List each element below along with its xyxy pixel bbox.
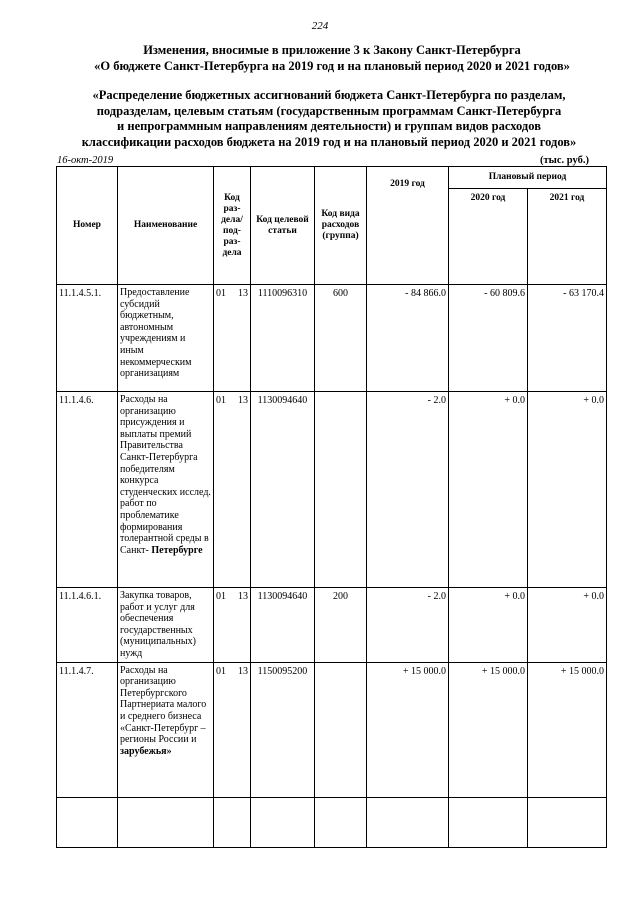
header-2019: 2019 год	[367, 167, 449, 285]
row-target-code: 1130094640	[251, 588, 315, 663]
row-name	[118, 662, 214, 797]
appendix-title-line: классификации расходов бюджета на 2019 год и на плановый период 2020 и 2021 годов»	[81, 134, 577, 149]
header-section: Код раз- дела/ под- раз- дела	[214, 167, 251, 285]
subsection-code: 13	[238, 288, 248, 299]
header-2021: 2021 год	[528, 189, 607, 285]
header-2020: 2020 год	[449, 189, 528, 285]
empty-cell	[251, 797, 315, 847]
empty-cell	[57, 797, 118, 847]
section-code: 01	[216, 288, 226, 299]
row-2019: + 15 000.0	[367, 662, 449, 797]
budget-table	[56, 166, 607, 848]
row-section-code	[214, 588, 251, 663]
row-name-text-bold: зарубежья»	[120, 745, 172, 757]
table-row	[57, 662, 607, 797]
header-expense-type: Код вида расходов (группа)	[315, 167, 367, 285]
table-row	[57, 392, 607, 588]
row-2021: + 0.0	[528, 588, 607, 663]
row-name: Предоставление субсидий бюджетным, автономным учреждениям и иным некоммерческим организациям	[118, 285, 214, 392]
row-2019: - 84 866.0	[367, 285, 449, 392]
row-2019: - 2.0	[367, 588, 449, 663]
subsection-code: 13	[238, 591, 248, 602]
row-name-text: Расходы на организацию присуждения и выплаты премий Правительства Санкт-Петербурга победителям конкурса студенческих исслед. работ по проблематике формирования толерантной среды в Санкт-	[120, 394, 211, 556]
row-2021: + 15 000.0	[528, 662, 607, 797]
row-name	[118, 392, 214, 588]
title-line: Изменения, вносимые в приложение 3 к Закону Санкт-Петербурга	[143, 43, 521, 57]
row-2020: + 0.0	[449, 588, 528, 663]
row-expense-type	[315, 392, 367, 588]
row-number: 11.1.4.6.	[57, 392, 118, 588]
row-section-code	[214, 285, 251, 392]
row-expense-type	[315, 662, 367, 797]
table-row-empty	[57, 797, 607, 847]
row-2020: + 0.0	[449, 392, 528, 588]
row-name-text-bold: Петербурге	[151, 544, 203, 556]
section-code: 01	[216, 395, 226, 406]
appendix-title-line: «Распределение бюджетных ассигнований бюджета Санкт-Петербурга по разделам,	[92, 88, 566, 102]
row-section-code	[214, 392, 251, 588]
row-2020: - 60 809.6	[449, 285, 528, 392]
section-code: 01	[216, 591, 226, 602]
row-number: 11.1.4.5.1.	[57, 285, 118, 392]
header-planned-period: Плановый период	[449, 167, 607, 189]
title-line: «О бюджете Санкт-Петербурга на 2019 год и на плановый период 2020 и 2021 годов»	[94, 58, 570, 73]
header-number: Номер	[57, 167, 118, 285]
empty-cell	[118, 797, 214, 847]
row-2020: + 15 000.0	[449, 662, 528, 797]
header-target: Код целевой статьи	[251, 167, 315, 285]
row-2019: - 2.0	[367, 392, 449, 588]
units-label: (тыс. руб.)	[540, 155, 589, 166]
header-name: Наименование	[118, 167, 214, 285]
appendix-title	[44, 88, 614, 150]
appendix-title-line: и непрограммным направлениям деятельности) и группам видов расходов	[117, 119, 541, 133]
appendix-title-line: подразделам, целевым статьям (государственным программам Санкт-Петербурга	[96, 103, 562, 118]
row-number: 11.1.4.7.	[57, 662, 118, 797]
empty-cell	[315, 797, 367, 847]
row-2021: + 0.0	[528, 392, 607, 588]
section-code: 01	[216, 665, 226, 677]
row-2021: - 63 170.4	[528, 285, 607, 392]
empty-cell	[449, 797, 528, 847]
row-name: Закупка товаров, работ и услуг для обеспечения государственных (муниципальных) нужд	[118, 588, 214, 663]
table-row	[57, 588, 607, 663]
row-target-code: 1110096310	[251, 285, 315, 392]
row-target-code: 1130094640	[251, 392, 315, 588]
document-title	[40, 43, 624, 74]
empty-cell	[214, 797, 251, 847]
empty-cell	[367, 797, 449, 847]
row-expense-type: 600	[315, 285, 367, 392]
row-target-code: 1150095200	[251, 662, 315, 797]
row-expense-type: 200	[315, 588, 367, 663]
subsection-code: 13	[238, 665, 248, 677]
empty-cell	[528, 797, 607, 847]
row-number: 11.1.4.6.1.	[57, 588, 118, 663]
table-row	[57, 285, 607, 392]
document-date: 16-окт-2019	[57, 155, 114, 166]
page-number: 224	[311, 20, 329, 32]
row-name-text: Расходы на организацию Петербургского Партнериата малого и среднего бизнеса «Санкт-Петербург – регионы России и	[120, 664, 207, 746]
subsection-code: 13	[238, 395, 248, 406]
row-section-code	[214, 662, 251, 797]
